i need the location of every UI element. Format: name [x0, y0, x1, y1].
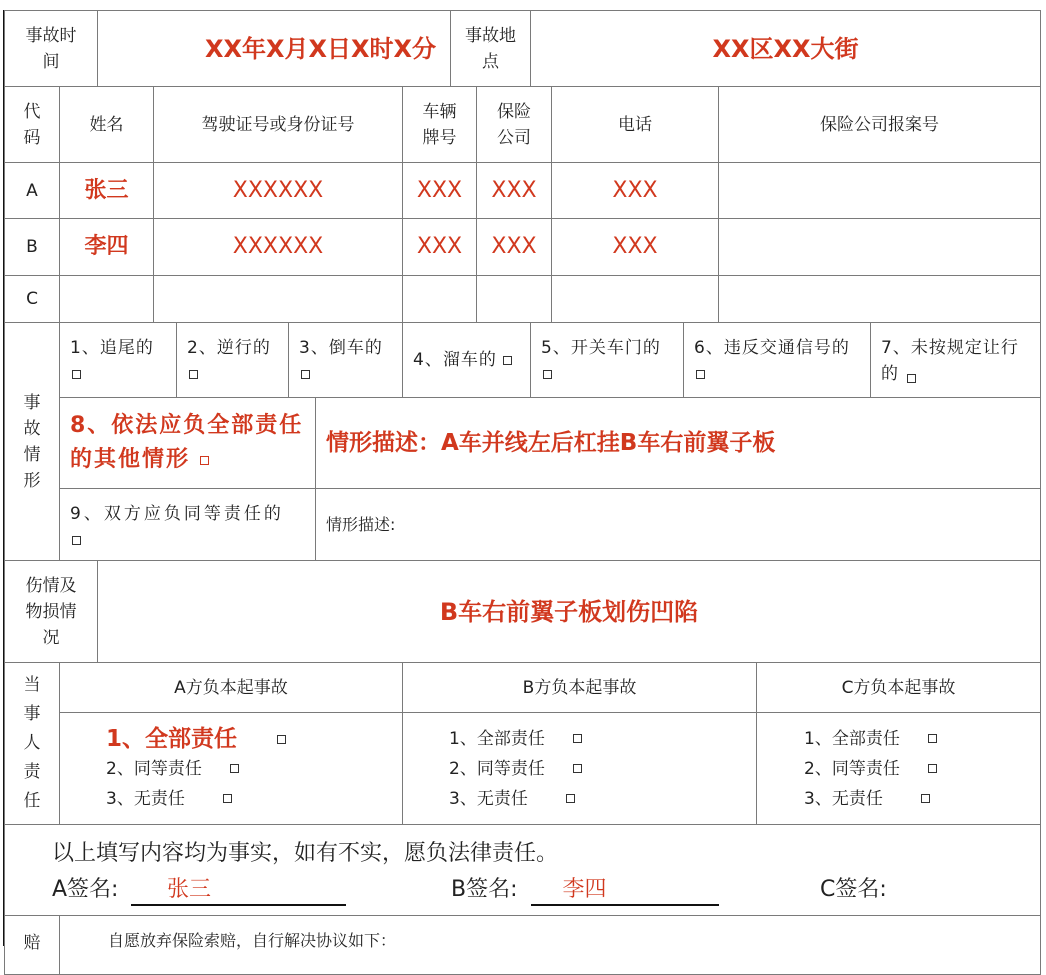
b-signature: B签名: 李四: [451, 872, 719, 906]
compensation-label: 赔: [4, 915, 60, 975]
party-c-responsibility-options: [756, 712, 1041, 825]
party-id-field[interactable]: XXXXXX: [153, 218, 403, 276]
party-report-no-field[interactable]: [718, 275, 1041, 323]
checkbox-icon[interactable]: [928, 734, 937, 743]
party-plate-field[interactable]: XXX: [402, 162, 477, 219]
responsibility-option-full[interactable]: 1、全部责任: [804, 724, 937, 754]
party-phone-field[interactable]: XXX: [551, 218, 719, 276]
party-name-field[interactable]: 张三: [59, 162, 154, 219]
accident-time-label: 事故时间: [4, 10, 98, 87]
checkbox-icon[interactable]: [573, 764, 582, 773]
checkbox-icon[interactable]: [223, 794, 232, 803]
situation-9-description[interactable]: 情形描述:: [315, 488, 1041, 561]
responsibility-option-none[interactable]: 3、无责任: [106, 784, 232, 814]
responsibility-label: 当事人责任: [4, 662, 60, 825]
accident-location-field[interactable]: XX区XX大街: [530, 10, 1041, 87]
checkbox-icon[interactable]: [72, 536, 81, 545]
header-phone: 电话: [551, 86, 719, 163]
party-code: C: [4, 275, 60, 323]
party-plate-field[interactable]: [402, 275, 477, 323]
b-signature-field[interactable]: 李四: [531, 876, 719, 906]
header-report-no: 保险公司报案号: [718, 86, 1041, 163]
a-signature-field[interactable]: 张三: [131, 876, 346, 906]
header-plate: 车辆牌号: [402, 86, 477, 163]
situation-option-8[interactable]: 8、依法应负全部责任的其他情形: [59, 397, 316, 489]
party-a-responsibility-options: [59, 712, 403, 825]
situation-option-1[interactable]: 1、追尾的: [59, 322, 177, 398]
checkbox-icon[interactable]: [230, 764, 239, 773]
checkbox-icon[interactable]: [189, 370, 198, 379]
header-name: 姓名: [59, 86, 154, 163]
party-insurer-field[interactable]: [476, 275, 552, 323]
header-code: 代码: [4, 86, 60, 163]
party-id-field[interactable]: [153, 275, 403, 323]
accident-time-field[interactable]: XX年X月X日X时X分: [97, 10, 451, 87]
compensation-agreement-field[interactable]: 自愿放弃保险索赔，自行解决协议如下：: [59, 915, 1041, 975]
checkbox-icon[interactable]: [200, 456, 209, 465]
damage-label: 伤情及物损情况: [4, 560, 98, 663]
a-signature: A签名: 张三: [52, 872, 346, 906]
party-id-field[interactable]: XXXXXX: [153, 162, 403, 219]
checkbox-icon[interactable]: [543, 370, 552, 379]
header-insurer: 保险公司: [476, 86, 552, 163]
party-insurer-field[interactable]: XXX: [476, 218, 552, 276]
party-report-no-field[interactable]: [718, 218, 1041, 276]
party-insurer-field[interactable]: XXX: [476, 162, 552, 219]
situation-option-6[interactable]: 6、违反交通信号的: [683, 322, 871, 398]
party-code: B: [4, 218, 60, 276]
party-b-responsibility-options: [402, 712, 757, 825]
checkbox-icon[interactable]: [503, 356, 512, 365]
responsibility-option-full[interactable]: 1、全部责任: [106, 724, 286, 754]
party-phone-field[interactable]: [551, 275, 719, 323]
responsibility-option-full[interactable]: 1、全部责任: [449, 724, 582, 754]
checkbox-icon[interactable]: [573, 734, 582, 743]
c-signature: C签名:: [820, 877, 887, 902]
checkbox-icon[interactable]: [72, 370, 81, 379]
checkbox-icon[interactable]: [277, 735, 286, 744]
party-name-field[interactable]: 李四: [59, 218, 154, 276]
party-phone-field[interactable]: XXX: [551, 162, 719, 219]
party-c-responsibility-header: C方负本起事故: [756, 662, 1041, 713]
situation-option-5[interactable]: 5、开关车门的: [530, 322, 684, 398]
checkbox-icon[interactable]: [907, 368, 916, 387]
responsibility-option-equal[interactable]: 2、同等责任: [106, 754, 239, 784]
responsibility-option-none[interactable]: 3、无责任: [449, 784, 575, 814]
party-code: A: [4, 162, 60, 219]
declaration-text: 以上填写内容均为事实，如有不实，愿负法律责任。: [52, 841, 559, 866]
responsibility-option-none[interactable]: 3、无责任: [804, 784, 930, 814]
accident-location-label: 事故地点: [450, 10, 531, 87]
party-a-responsibility-header: A方负本起事故: [59, 662, 403, 713]
party-plate-field[interactable]: XXX: [402, 218, 477, 276]
checkbox-icon[interactable]: [301, 370, 310, 379]
header-id-number: 驾驶证号或身份证号: [153, 86, 403, 163]
situation-option-3[interactable]: 3、倒车的: [288, 322, 403, 398]
checkbox-icon[interactable]: [566, 794, 575, 803]
damage-field[interactable]: B车右前翼子板划伤凹陷: [97, 560, 1041, 663]
situation-option-4[interactable]: 4、溜车的: [402, 322, 531, 398]
situation-option-9[interactable]: 9、双方应负同等责任的: [59, 488, 316, 561]
situation-label: 事故情形: [4, 322, 60, 561]
responsibility-option-equal[interactable]: 2、同等责任: [804, 754, 937, 784]
responsibility-option-equal[interactable]: 2、同等责任: [449, 754, 582, 784]
situation-option-7[interactable]: 7、未按规定让行的: [870, 322, 1041, 398]
party-report-no-field[interactable]: [718, 162, 1041, 219]
party-b-responsibility-header: B方负本起事故: [402, 662, 757, 713]
checkbox-icon[interactable]: [696, 370, 705, 379]
checkbox-icon[interactable]: [928, 764, 937, 773]
checkbox-icon[interactable]: [921, 794, 930, 803]
situation-option-2[interactable]: 2、逆行的: [176, 322, 289, 398]
party-name-field[interactable]: [59, 275, 154, 323]
situation-8-description[interactable]: 情形描述：A车并线左后杠挂B车右前翼子板: [315, 397, 1041, 489]
